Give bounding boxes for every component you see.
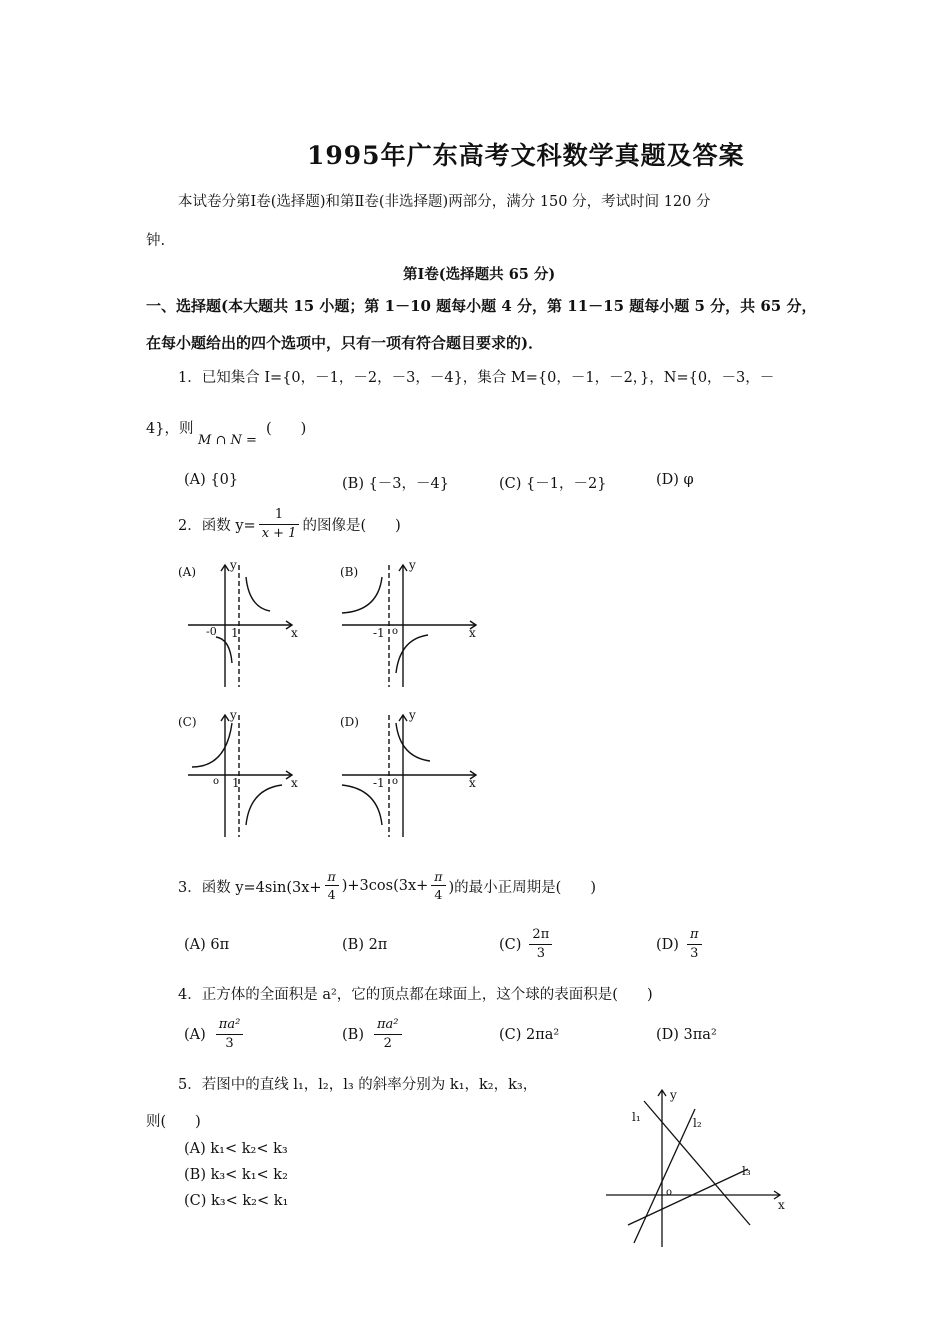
question-1-option-c: (C) {－1，－2} [499, 476, 607, 492]
graph-a-y-axis-label: y [230, 558, 237, 572]
line-l2-label: l₂ [693, 1116, 702, 1130]
graph-b-y-axis-label: y [409, 558, 416, 572]
fraction-numerator: πa² [216, 1018, 244, 1035]
question-1-option-d: (D) φ [656, 472, 694, 488]
question-3-option-d [656, 928, 705, 962]
graph-c-y-axis-label: y [230, 708, 237, 722]
graph-c-x-axis-label: x [291, 776, 298, 790]
graph-d-asymptote-label: -1 [373, 776, 385, 790]
graph-a-asymptote-label: 1 [231, 626, 239, 640]
question-4-option-b [342, 1018, 405, 1052]
fraction-numerator: 2π [529, 928, 552, 945]
question-4-stem: 4．正方体的全面积是 a²，它的顶点都在球面上，这个球的表面积是( ) [178, 987, 653, 1003]
fraction-denominator: 3 [690, 945, 699, 961]
graph-d-label: (D) [340, 715, 359, 729]
question-5-option-c: (C) k₃< k₂< k₁ [184, 1193, 289, 1209]
question-2-denominator: x + 1 [261, 525, 297, 541]
question-2-graphs [170, 555, 490, 850]
graph-d-origin-label: o [392, 776, 399, 787]
question-3-option-c [499, 928, 555, 962]
question-4-option-c: (C) 2πa² [499, 1027, 560, 1043]
line-l1-label: l₁ [632, 1110, 641, 1124]
question-3-option-b: (B) 2π [342, 937, 388, 953]
option-b-label: (B) [342, 1026, 364, 1043]
question-1-option-a: (A) {0} [184, 472, 239, 488]
graph-d-y-axis-label: y [409, 708, 416, 722]
question-4-option-a [184, 1018, 246, 1052]
option-a-fraction [216, 1018, 244, 1052]
section-instructions-2: 在每小题给出的四个选项中，只有一项有符合题目要求的)． [146, 334, 544, 352]
graph-b-origin-label: o [392, 626, 399, 637]
question-1-option-b: (B) {－3，－4} [342, 476, 449, 492]
graph-b-asymptote-label: -1 [373, 626, 385, 640]
question-5-option-a: (A) k₁< k₂< k₃ [184, 1141, 288, 1157]
graph-c-origin-label: o [213, 776, 220, 787]
graph-c-label: (C) [178, 715, 197, 729]
question-1-expression [198, 433, 257, 448]
question-5-option-b: (B) k₃< k₁< k₂ [184, 1167, 288, 1183]
part-heading: 第Ⅰ卷(选择题共 65 分) [403, 266, 556, 283]
graph-a-origin-label: -0 [206, 625, 217, 638]
fraction-denominator: 4 [327, 887, 336, 903]
intro-line-1: 本试卷分第Ⅰ卷(选择题)和第Ⅱ卷(非选择题)两部分，满分 150 分，考试时间 120 分 [178, 194, 711, 210]
fraction-denominator: 2 [383, 1035, 392, 1051]
line-l3-label: l₃ [742, 1164, 751, 1178]
option-c-label: (C) [499, 936, 522, 953]
graph-b-label: (B) [340, 565, 359, 579]
question-5-line-1: 5．若图中的直线 l₁，l₂，l₃ 的斜率分别为 k₁，k₂，k₃， [178, 1077, 538, 1093]
graph-x-axis-label: x [778, 1198, 785, 1212]
question-1-paren: ( ) [266, 421, 307, 437]
graph-a-x-axis-label: x [291, 626, 298, 640]
graph-y-axis-label: y [670, 1088, 677, 1102]
set-expression-text: M ∩ N = [198, 433, 257, 448]
question-2-numerator: 1 [259, 508, 300, 525]
section-instructions-1: 一、选择题(本大题共 15 小题；第 1－10 题每小题 4 分，第 11－15 题每小题 5 分，共 65 分， [146, 297, 817, 315]
graph-a-label: (A) [178, 565, 197, 579]
question-2-suffix: 的图像是( ) [302, 518, 401, 535]
graph-origin-label: o [666, 1187, 673, 1198]
question-1-line-2: 4}，则 [146, 421, 194, 437]
intro-line-2: 钟. [146, 233, 166, 249]
fraction-denominator: 3 [536, 945, 545, 961]
question-3-fraction-2 [431, 870, 445, 903]
option-d-fraction [687, 928, 702, 962]
fraction-numerator: πa² [374, 1018, 402, 1035]
option-b-fraction [374, 1018, 402, 1052]
option-a-label: (A) [184, 1026, 206, 1043]
question-3-option-a: (A) 6π [184, 937, 230, 953]
question-3-mid: )+3cos(3x+ [341, 878, 429, 895]
fraction-numerator: π [687, 928, 702, 945]
question-3-stem [178, 870, 596, 903]
question-5-line-2: 则( ) [146, 1114, 201, 1130]
question-2-prefix: 2．函数 y= [178, 518, 256, 535]
graph-b-x-axis-label: x [469, 626, 476, 640]
question-1-line-1: 1．已知集合 I={0，－1，－2，－3，－4}，集合 M={0，－1，－2，}，N={0，－3，－ [178, 370, 775, 386]
question-2-fraction [259, 508, 300, 542]
question-3-prefix: 3．函数 y=4sin(3x+ [178, 879, 322, 896]
graph-c-asymptote-label: 1 [232, 776, 240, 790]
option-c-fraction [529, 928, 552, 962]
fraction-denominator: 3 [225, 1035, 234, 1051]
question-3-fraction-1 [325, 870, 339, 903]
fraction-numerator: π [431, 870, 445, 886]
page-title: 1995年广东高考文科数学真题及答案 [307, 141, 745, 170]
question-2-stem [178, 508, 401, 542]
fraction-denominator: 4 [434, 887, 443, 903]
question-4-option-d: (D) 3πa² [656, 1027, 717, 1043]
question-5-line-graph [600, 1085, 800, 1250]
graph-d-x-axis-label: x [469, 776, 476, 790]
fraction-numerator: π [325, 870, 339, 886]
option-d-label: (D) [656, 936, 679, 953]
question-3-suffix: )的最小正周期是( ) [448, 879, 596, 896]
